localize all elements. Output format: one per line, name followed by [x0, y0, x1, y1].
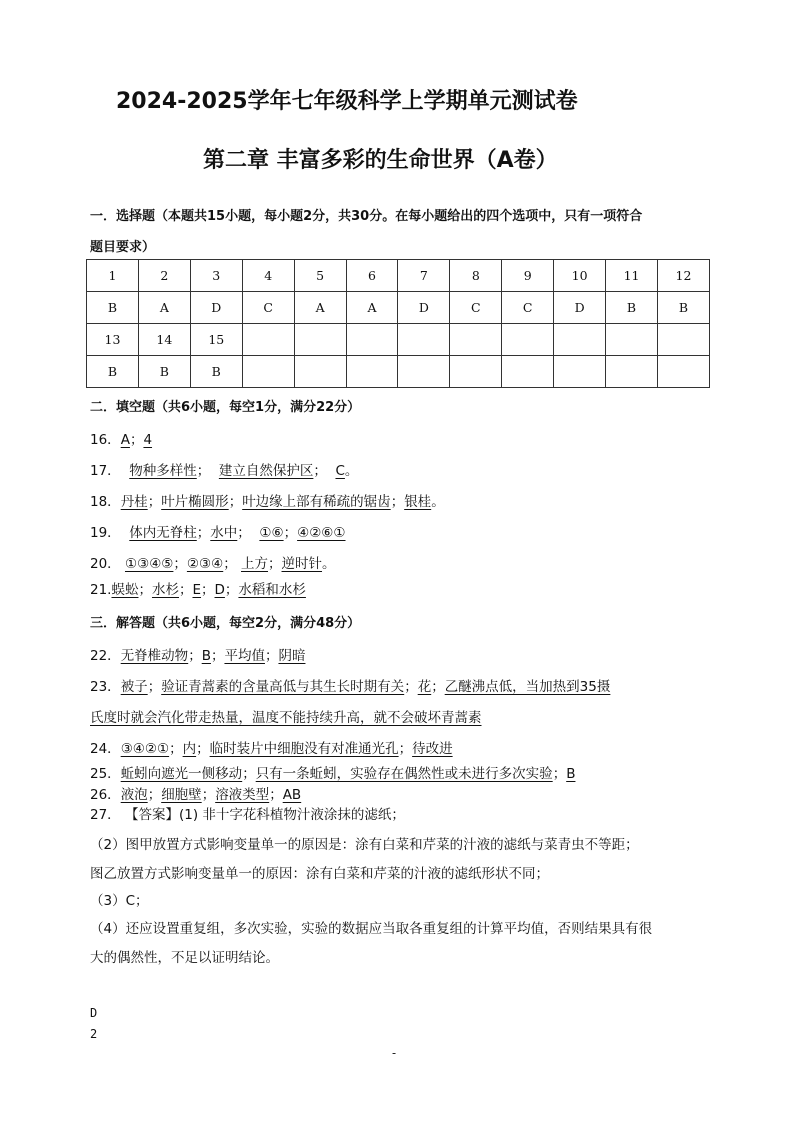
- separator: ；: [228, 494, 243, 510]
- answer-blank: 叶边缘上部有稀疏的锯齿: [242, 494, 391, 510]
- answer-27-line2: （2）图甲放置方式影响变量单一的原因是：涂有白菜和芹菜的汁液的滤纸与菜青虫不等距；: [90, 837, 639, 853]
- separator: ；: [237, 525, 251, 541]
- separator: ；: [147, 679, 162, 695]
- end-mark: 。: [344, 463, 359, 479]
- question-number: 25．: [90, 766, 121, 782]
- answer-blank: 蚯蚓向遮光一侧移动: [120, 766, 243, 782]
- question-number: 21.: [90, 582, 112, 598]
- answer-blank: 蜈蚣: [111, 582, 139, 598]
- separator: ；: [196, 463, 211, 479]
- question-number: 20．: [90, 556, 121, 572]
- answer-blank: 逆时针: [281, 556, 323, 572]
- table-cell: [242, 324, 294, 356]
- separator: ；: [242, 766, 256, 782]
- answer-blank: 被子: [120, 679, 148, 695]
- table-cell: [450, 324, 502, 356]
- question-number: 18．: [90, 494, 121, 510]
- separator: ；: [178, 582, 193, 598]
- answer-27-line5: （4）还应设置重复组，多次实验，实验的数据应当取各重复组的计算平均值，否则结果具有很: [90, 921, 653, 937]
- separator: ；: [129, 432, 144, 448]
- answer-blank: ①⑥: [259, 525, 284, 541]
- section2-heading: 二．填空题（共6小题，每空1分，满分22分）: [90, 400, 361, 415]
- answer-blank: 细胞壁: [161, 787, 202, 803]
- table-cell: 14: [138, 324, 190, 356]
- table-cell: 8: [450, 260, 502, 292]
- table-cell: B: [190, 356, 242, 388]
- table-cell: A: [138, 292, 190, 324]
- answer-19: [90, 521, 346, 541]
- separator: ；: [147, 494, 162, 510]
- separator: ；: [269, 787, 283, 803]
- page-title: 2024-2025学年七年级科学上学期单元测试卷: [116, 89, 578, 114]
- table-row-answers-1: [87, 292, 710, 324]
- separator: ；: [283, 525, 298, 541]
- answer-16: [90, 428, 152, 448]
- question-number: 16．: [90, 432, 121, 448]
- table-cell: [502, 324, 554, 356]
- answer-blank: 液泡: [120, 787, 148, 803]
- answer-blank: 水稻和水杉: [238, 582, 306, 598]
- table-cell: [657, 356, 709, 388]
- answer-blank: 无脊椎动物: [120, 648, 189, 664]
- answer-blank: 待改进: [412, 741, 453, 757]
- answer-blank: E: [192, 582, 202, 598]
- table-cell: [346, 356, 398, 388]
- answer-blank: 建立自然保护区: [218, 463, 314, 479]
- table-cell: A: [346, 292, 398, 324]
- table-cell: 10: [554, 260, 606, 292]
- table-cell: C: [502, 292, 554, 324]
- question-number: 24．: [90, 741, 121, 757]
- separator: ；: [268, 556, 282, 572]
- table-cell: [502, 356, 554, 388]
- table-row-numbers-1: [87, 260, 710, 292]
- answer-blank: 水中: [210, 525, 238, 541]
- answer-26: [90, 783, 301, 803]
- answer-blank: 上方: [241, 556, 269, 572]
- answer-25: [90, 762, 575, 782]
- table-cell: 7: [398, 260, 450, 292]
- table-cell: 1: [87, 260, 139, 292]
- section1-heading-line2: 题目要求）: [90, 240, 156, 255]
- table-cell: C: [450, 292, 502, 324]
- question-number: 17．: [90, 463, 121, 479]
- footer-letter: D: [90, 1006, 98, 1020]
- answer-blank: ④②⑥①: [297, 525, 346, 541]
- answer-blank: 溶液类型: [215, 787, 270, 803]
- separator: ；: [313, 463, 327, 479]
- section1-heading-line1: 一．选择题（本题共15小题，每小题2分，共30分。在每小题给出的四个选项中，只有一项符合: [90, 209, 643, 224]
- end-mark: 。: [431, 494, 445, 510]
- answer-blank: 临时装片中细胞没有对准通光孔: [209, 741, 399, 757]
- answer-20: [90, 552, 336, 572]
- answer-17: [90, 459, 358, 479]
- question-number: 22．: [90, 648, 121, 664]
- separator: ；: [398, 741, 413, 757]
- chapter-title: 第二章 丰富多彩的生命世界（A卷）: [203, 148, 558, 173]
- answer-blank: ②③④: [186, 556, 224, 572]
- answer-24: [90, 737, 453, 757]
- table-cell: 11: [606, 260, 658, 292]
- table-cell: 13: [87, 324, 139, 356]
- table-cell: C: [242, 292, 294, 324]
- answer-blank: 平均值: [224, 648, 265, 664]
- answer-blank: B: [566, 766, 576, 782]
- end-mark: 。: [322, 556, 336, 572]
- answer-blank: ③④②①: [120, 741, 170, 757]
- table-cell: 2: [138, 260, 190, 292]
- table-cell: 5: [294, 260, 346, 292]
- answer-blank: 乙醚沸点低，当加热到35摄: [444, 679, 611, 695]
- table-cell: 12: [657, 260, 709, 292]
- table-cell: 3: [190, 260, 242, 292]
- table-cell: [398, 356, 450, 388]
- answer-blank: ①③④⑤: [124, 556, 174, 572]
- separator: ；: [210, 648, 225, 664]
- question-number: 23．: [90, 679, 121, 695]
- table-cell: [606, 356, 658, 388]
- answer-table: [86, 259, 710, 388]
- table-cell: D: [398, 292, 450, 324]
- separator: ；: [224, 582, 239, 598]
- table-cell: [554, 356, 606, 388]
- table-cell: 9: [502, 260, 554, 292]
- separator: ；: [404, 679, 418, 695]
- separator: ；: [264, 648, 279, 664]
- table-cell: D: [190, 292, 242, 324]
- table-cell: [450, 356, 502, 388]
- separator: ；: [173, 556, 187, 572]
- answer-27-line3: 图乙放置方式影响变量单一的原因：涂有白菜和芹菜的汁液的滤纸形状不同；: [90, 866, 549, 882]
- table-cell: B: [657, 292, 709, 324]
- separator: ；: [431, 679, 445, 695]
- separator: ；: [147, 787, 162, 803]
- table-cell: [606, 324, 658, 356]
- answer-blank: B: [201, 648, 211, 664]
- question-number: 19．: [90, 525, 121, 541]
- page-number-mark: -: [392, 1046, 397, 1060]
- separator: ；: [223, 556, 237, 572]
- answer-22: [90, 644, 305, 664]
- answer-blank: 验证青蒿素的含量高低与其生长时期有关: [161, 679, 405, 695]
- answer-23-line2: [90, 706, 482, 726]
- answer-blank: A: [120, 432, 130, 448]
- table-cell: [657, 324, 709, 356]
- table-cell: [294, 356, 346, 388]
- table-cell: 4: [242, 260, 294, 292]
- table-cell: [294, 324, 346, 356]
- separator: ；: [390, 494, 405, 510]
- question-number: 26．: [90, 787, 121, 803]
- answer-blank: 内: [182, 741, 197, 757]
- answer-blank: C: [335, 463, 345, 479]
- answer-18: [90, 490, 445, 510]
- answer-blank: 4: [143, 432, 153, 448]
- answer-blank: 银桂: [404, 494, 432, 510]
- answer-blank: 水杉: [151, 582, 179, 598]
- answer-blank: 体内无脊柱: [129, 525, 197, 541]
- answer-blank: 氏度时就会汽化带走热量，温度不能持续升高，就不会破坏青蒿素: [90, 710, 482, 726]
- table-cell: B: [606, 292, 658, 324]
- answer-blank: 只有一条蚯蚓，实验存在偶然性或未进行多次实验: [255, 766, 553, 782]
- table-cell: 6: [346, 260, 398, 292]
- table-cell: [242, 356, 294, 388]
- table-cell: 15: [190, 324, 242, 356]
- answer-blank: 丹桂: [120, 494, 148, 510]
- table-cell: [554, 324, 606, 356]
- table-cell: B: [138, 356, 190, 388]
- table-row-answers-2: [87, 356, 710, 388]
- separator: ；: [138, 582, 152, 598]
- section3-heading: 三．解答题（共6小题，每空2分，满分48分）: [90, 616, 361, 631]
- answer-27-line4: （3）C；: [90, 893, 149, 909]
- answer-blank: 阴暗: [278, 648, 306, 664]
- table-cell: [398, 324, 450, 356]
- answer-blank: 花: [417, 679, 432, 695]
- separator: ；: [201, 787, 216, 803]
- answer-27-line6: 大的偶然性，不足以证明结论。: [90, 950, 279, 966]
- answer-blank: AB: [282, 787, 302, 803]
- separator: ；: [201, 582, 215, 598]
- answer-blank: 叶片椭圆形: [161, 494, 229, 510]
- separator: ；: [196, 525, 211, 541]
- answer-blank: D: [214, 582, 225, 598]
- answer-27-line1: 27． 【答案】(1) 非十字花科植物汁液涂抹的滤纸；: [90, 807, 405, 823]
- table-cell: [346, 324, 398, 356]
- table-cell: A: [294, 292, 346, 324]
- separator: ；: [188, 648, 202, 664]
- table-cell: B: [87, 292, 139, 324]
- separator: ；: [552, 766, 567, 782]
- answer-21: [90, 578, 306, 598]
- answer-blank: 物种多样性: [129, 463, 197, 479]
- table-cell: B: [87, 356, 139, 388]
- footer-number: 2: [90, 1027, 98, 1041]
- answer-23-line1: [90, 675, 610, 695]
- separator: ；: [196, 741, 210, 757]
- separator: ；: [169, 741, 183, 757]
- table-cell: D: [554, 292, 606, 324]
- table-row-numbers-2: [87, 324, 710, 356]
